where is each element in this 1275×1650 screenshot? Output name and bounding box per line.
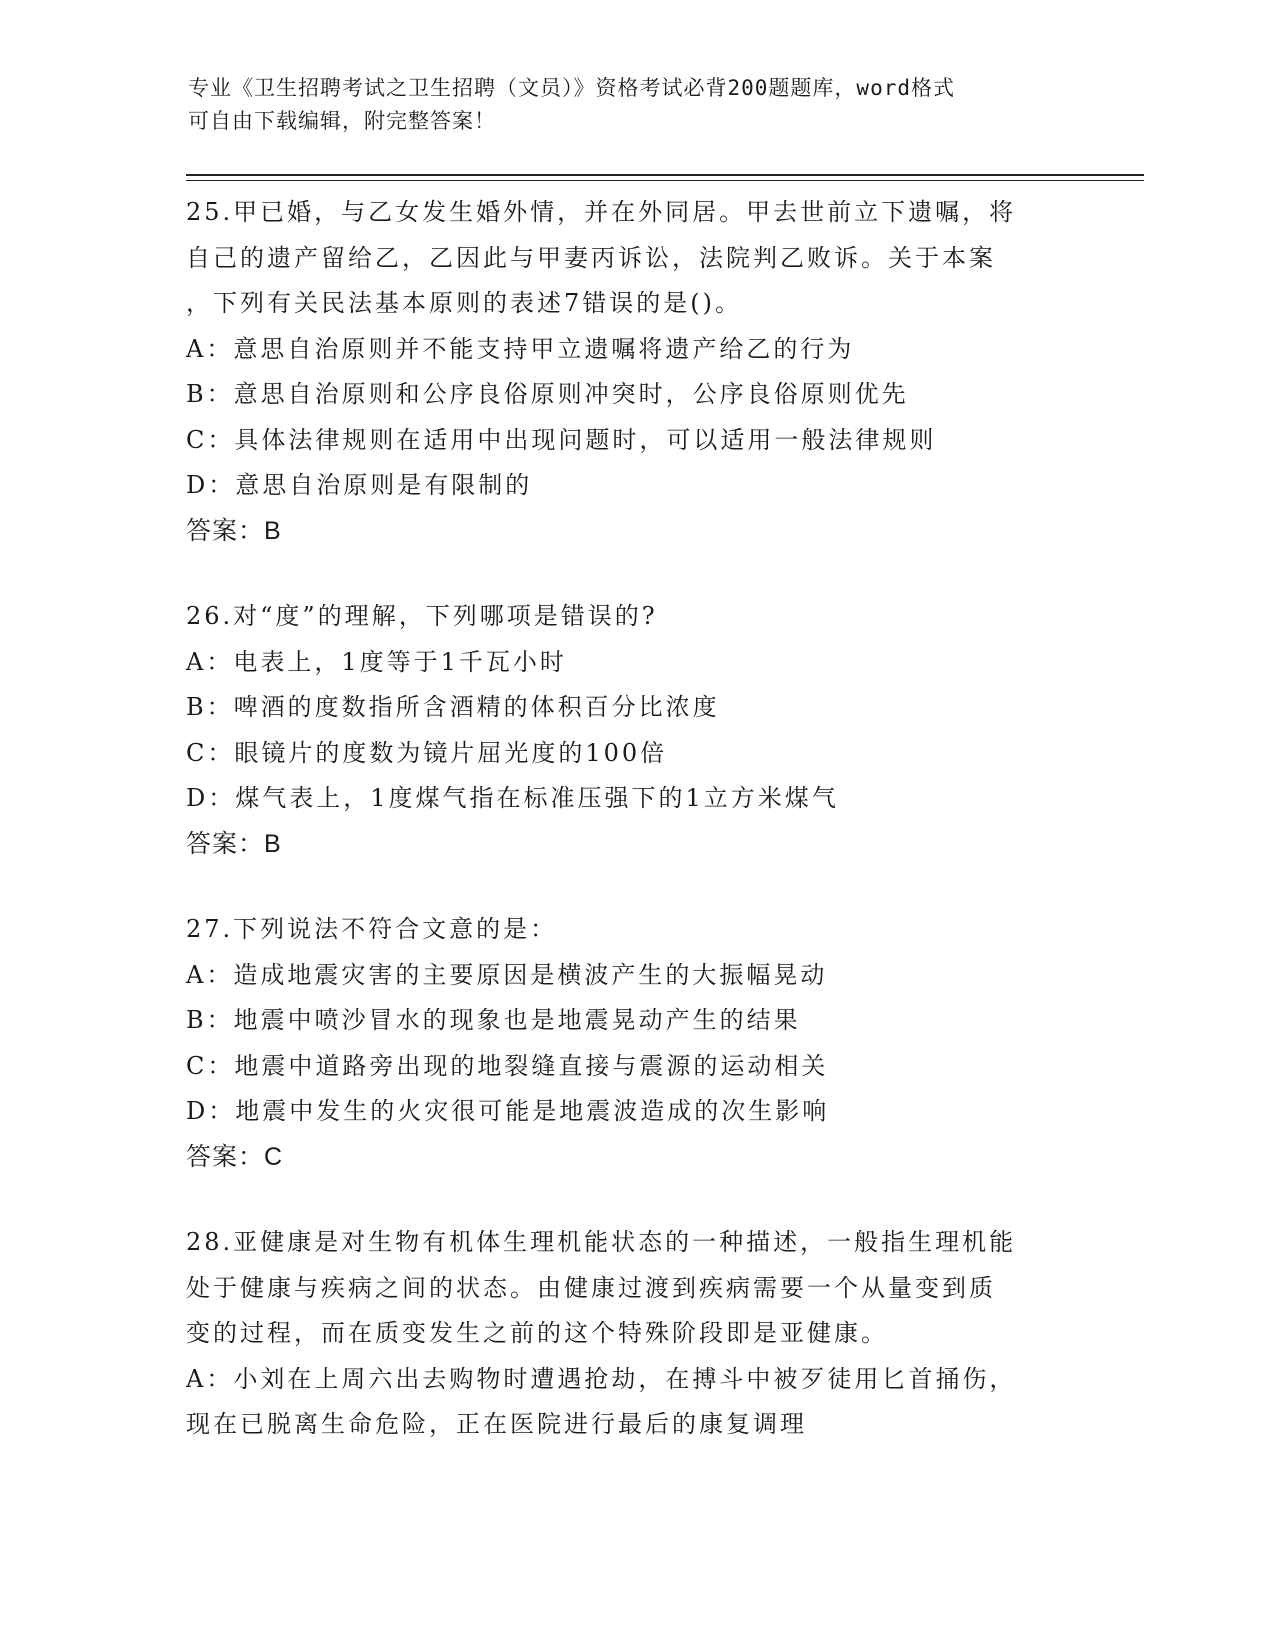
question-stem-line: ，下列有关民法基本原则的表述7错误的是()。 (186, 289, 742, 317)
question-stem-line: 27.下列说法不符合文意的是： (186, 915, 558, 943)
question-27 (186, 907, 1076, 1180)
option-a: A：意思自治原则并不能支持甲立遗嘱将遗产给乙的行为 (186, 334, 855, 363)
header-line-2: 可自由下载编辑，附完整答案！ (188, 109, 496, 133)
answer: 答案：B (186, 516, 282, 545)
answer: 答案：B (186, 829, 282, 858)
question-28 (186, 1220, 1076, 1448)
question-25 (186, 190, 1076, 554)
answer: 答案：C (186, 1142, 284, 1171)
header-rule-thin (186, 180, 1144, 181)
option-b: B：地震中喷沙冒水的现象也是地震晃动产生的结果 (186, 1006, 801, 1034)
question-stem-line: 25.甲已婚，与乙女发生婚外情，并在外同居。甲去世前立下遗嘱，将 (186, 198, 1017, 226)
question-stem-line: 处于健康与疾病之间的状态。由健康过渡到疾病需要一个从量变到质 (186, 1273, 996, 1302)
option-c: C：具体法律规则在适用中出现问题时，可以适用一般法律规则 (186, 425, 937, 454)
question-stem-line: 自己的遗产留给乙，乙因此与甲妻丙诉讼，法院判乙败诉。关于本案 (186, 243, 996, 272)
option-a: A：小刘在上周六出去购物时遭遇抢劫，在搏斗中被歹徒用匕首捅伤， (186, 1364, 1017, 1393)
question-stem-line: 变的过程，而在质变发生之前的这个特殊阶段即是亚健康。 (186, 1319, 888, 1347)
question-26 (186, 594, 1076, 867)
option-a: A：造成地震灾害的主要原因是横波产生的大振幅晃动 (186, 960, 828, 989)
header-rule-thick (186, 174, 1144, 176)
option-d: D：地震中发生的火灾很可能是地震波造成的次生影响 (186, 1097, 830, 1125)
option-c: C：地震中道路旁出现的地裂缝直接与震源的运动相关 (186, 1051, 829, 1080)
question-stem-line: 28.亚健康是对生物有机体生理机能状态的一种描述，一般指生理机能 (186, 1228, 1017, 1256)
option-d: D：煤气表上，1度煤气指在标准压强下的1立方米煤气 (186, 784, 839, 812)
option-c: C：眼镜片的度数为镜片屈光度的100倍 (186, 738, 668, 767)
option-a: A：电表上，1度等于1千瓦小时 (186, 647, 567, 676)
option-b: B：啤酒的度数指所含酒精的体积百分比浓度 (186, 693, 720, 721)
question-stem-line: 26.对“度”的理解，下列哪项是错误的? (186, 602, 658, 630)
option-d: D：意思自治原则是有限制的 (186, 471, 533, 499)
document-header (188, 72, 1068, 138)
option-a-continued: 现在已脱离生命危险，正在医院进行最后的康复调理 (186, 1410, 807, 1438)
option-b: B：意思自治原则和公序良俗原则冲突时，公序良俗原则优先 (186, 380, 909, 408)
header-line-1: 专业《卫生招聘考试之卫生招聘（文员）》资格考试必背200题题库，word格式 (188, 76, 955, 100)
question-list (186, 190, 1076, 1488)
